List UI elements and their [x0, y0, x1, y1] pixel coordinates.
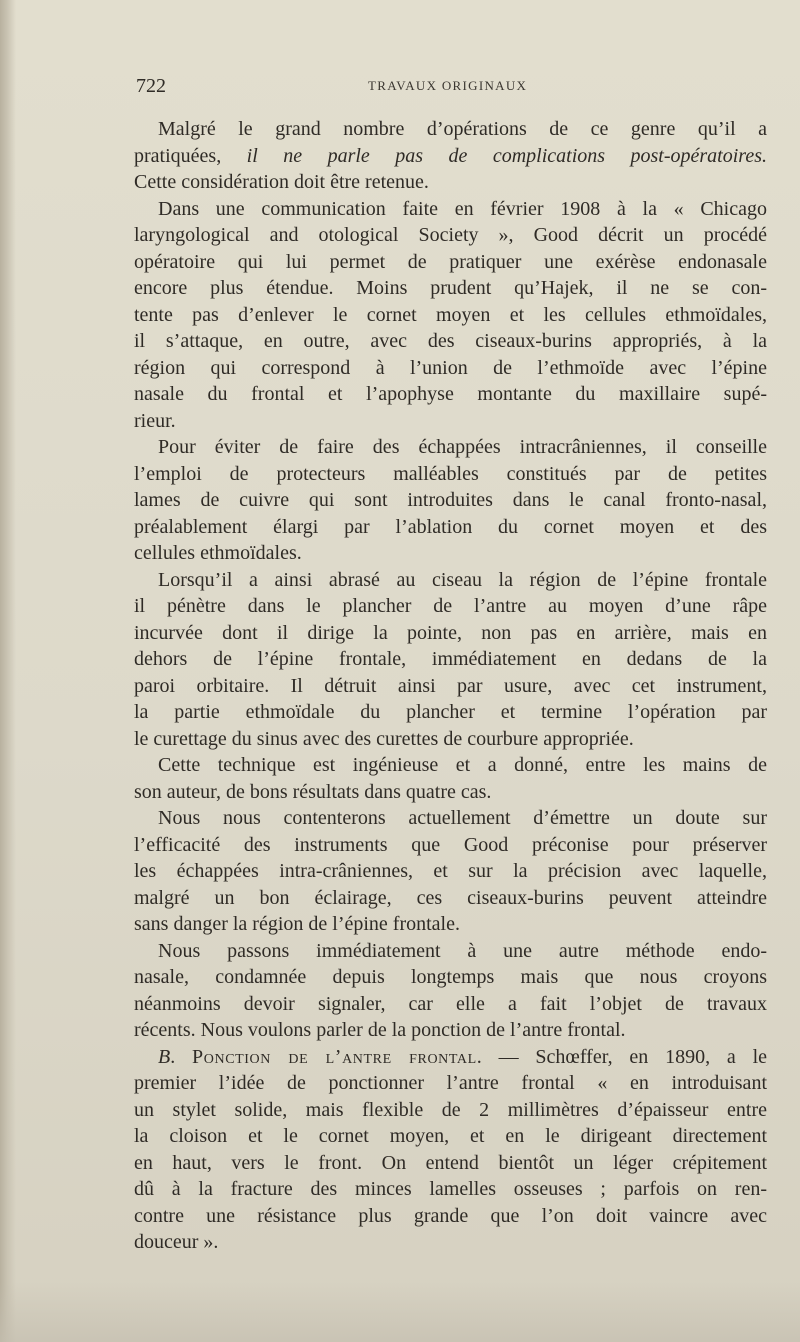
running-header	[136, 72, 766, 100]
text-span: Pour éviter de faire des échappées intracrâniennes, il conseille	[158, 436, 767, 458]
text-span: l’efficacité des instruments que Good préconise pour préserver	[134, 833, 767, 856]
text-line	[134, 540, 767, 567]
text-line	[134, 461, 767, 488]
text-line	[134, 1017, 767, 1044]
text-line	[134, 1044, 767, 1071]
text-line	[134, 911, 767, 938]
body-text	[134, 116, 767, 1256]
text-line	[134, 726, 767, 753]
text-line	[134, 487, 767, 514]
text-span: les échappées intra-crâniennes, et sur la précision avec laquelle,	[134, 860, 767, 882]
text-line	[134, 1097, 767, 1124]
text-span: paroi orbitaire. Il détruit ainsi par usure, avec cet instrument,	[134, 674, 767, 697]
text-line	[134, 620, 767, 647]
text-line	[134, 514, 767, 541]
text-span: pratiquées,	[134, 144, 247, 167]
text-span: laryngological and otological Society », Good décrit un procédé	[134, 224, 767, 246]
text-line	[134, 143, 767, 170]
text-line	[134, 1203, 767, 1230]
text-span: malgré un bon éclairage, ces ciseaux-burins peuvent atteindre	[134, 886, 767, 909]
text-line	[134, 779, 767, 806]
text-span: en haut, vers le front. On entend bientôt un léger crépitement	[134, 1151, 767, 1174]
text-span: . — Schœffer, en 1890, a le	[476, 1045, 767, 1068]
text-span: cellules ethmoïdales.	[134, 542, 302, 564]
text-line	[134, 832, 767, 859]
text-span: Lorsqu’il a ainsi abrasé au ciseau la région de l’épine frontale	[158, 568, 767, 591]
text-span: Cette technique est ingénieuse et a donné, entre les mains de	[158, 754, 767, 776]
text-span: premier l’idée de ponctionner l’antre frontal « en introduisant	[134, 1072, 767, 1094]
text-line	[134, 1150, 767, 1177]
text-line	[134, 302, 767, 329]
text-span: la cloison et le cornet moyen, et en le dirigeant directement	[134, 1125, 767, 1147]
text-span: Nous nous contenterons actuellement d’émettre un doute sur	[158, 807, 767, 829]
text-line	[134, 328, 767, 355]
text-span: la partie ethmoïdale du plancher et termine l’opération par	[134, 701, 767, 723]
text-line	[134, 1123, 767, 1150]
text-span: Nous passons immédiatement à une autre méthode endo-	[158, 939, 767, 962]
text-line	[134, 1070, 767, 1097]
text-line	[134, 1229, 767, 1256]
text-line	[134, 249, 767, 276]
text-span: préalablement élargi par l’ablation du cornet moyen et des	[134, 515, 767, 538]
text-line	[134, 196, 767, 223]
text-span: douceur ».	[134, 1231, 219, 1253]
text-line	[134, 116, 767, 143]
text-span: dû à la fracture des minces lamelles osseuses ; parfois on ren-	[134, 1178, 767, 1200]
text-span: il s’attaque, en outre, avec des ciseaux-burins appropriés, à la	[134, 330, 767, 352]
section-heading-text: Ponction de l’antre frontal	[192, 1045, 477, 1068]
text-line	[134, 699, 767, 726]
text-span: contre une résistance plus grande que l’on doit vaincre avec	[134, 1204, 767, 1227]
text-span: tente pas d’enlever le cornet moyen et les cellules ethmoïdales,	[134, 303, 767, 326]
text-span: Malgré le grand nombre d’opérations de ce genre qu’il a	[158, 118, 767, 140]
text-span: Cette considération doit être retenue.	[134, 171, 429, 193]
text-span: l’emploi de protecteurs malléables constitués par de petites	[134, 462, 767, 485]
text-line	[134, 408, 767, 435]
italic-text: il ne parle pas de complications post-opératoires.	[246, 144, 767, 167]
text-span: sans danger la région de l’épine frontale.	[134, 913, 460, 935]
text-line	[134, 673, 767, 700]
running-title: TRAVAUX ORIGINAUX	[368, 78, 528, 93]
text-span: .	[170, 1045, 193, 1068]
text-span: lames de cuivre qui sont introduites dans le canal fronto-nasal,	[134, 489, 767, 511]
text-line	[134, 964, 767, 991]
text-span: un stylet solide, mais flexible de 2 millimètres d’épaisseur entre	[134, 1098, 767, 1121]
text-line	[134, 646, 767, 673]
text-line	[134, 991, 767, 1018]
text-span: nasale, condamnée depuis longtemps mais que nous croyons	[134, 966, 767, 988]
text-span: Dans une communication faite en février 1908 à la « Chicago	[158, 197, 767, 220]
text-span: néanmoins devoir signaler, car elle a fait l’objet de travaux	[134, 992, 767, 1015]
page-number: 722	[136, 75, 166, 97]
text-span: il pénètre dans le plancher de l’antre au moyen d’une râpe	[134, 595, 767, 617]
text-line	[134, 1176, 767, 1203]
text-span: opératoire qui lui permet de pratiquer une exérèse endonasale	[134, 250, 767, 273]
text-line	[134, 805, 767, 832]
text-line	[134, 858, 767, 885]
italic-text: B	[158, 1045, 171, 1068]
text-span: nasale du frontal et l’apophyse montante du maxillaire supé-	[134, 383, 767, 405]
paper-shading	[0, 1282, 800, 1342]
binding-edge	[0, 0, 16, 1342]
text-line	[134, 434, 767, 461]
text-line	[134, 222, 767, 249]
text-line	[134, 593, 767, 620]
text-span: encore plus étendue. Moins prudent qu’Hajek, il ne se con-	[134, 277, 767, 299]
text-line	[134, 169, 767, 196]
text-span: incurvée dont il dirige la pointe, non pas en arrière, mais en	[134, 621, 767, 644]
text-span: récents. Nous voulons parler de la ponction de l’antre frontal.	[134, 1019, 626, 1041]
text-span: le curettage du sinus avec des curettes de courbure appropriée.	[134, 727, 634, 750]
text-line	[134, 752, 767, 779]
text-line	[134, 885, 767, 912]
text-line	[134, 355, 767, 382]
text-span: dehors de l’épine frontale, immédiatement en dedans de la	[134, 648, 767, 670]
text-line	[134, 938, 767, 965]
text-line	[134, 567, 767, 594]
text-line	[134, 381, 767, 408]
text-span: rieur.	[134, 409, 176, 432]
text-span: région qui correspond à l’union de l’ethmoïde avec l’épine	[134, 356, 767, 379]
text-line	[134, 275, 767, 302]
text-span: son auteur, de bons résultats dans quatre cas.	[134, 780, 492, 803]
